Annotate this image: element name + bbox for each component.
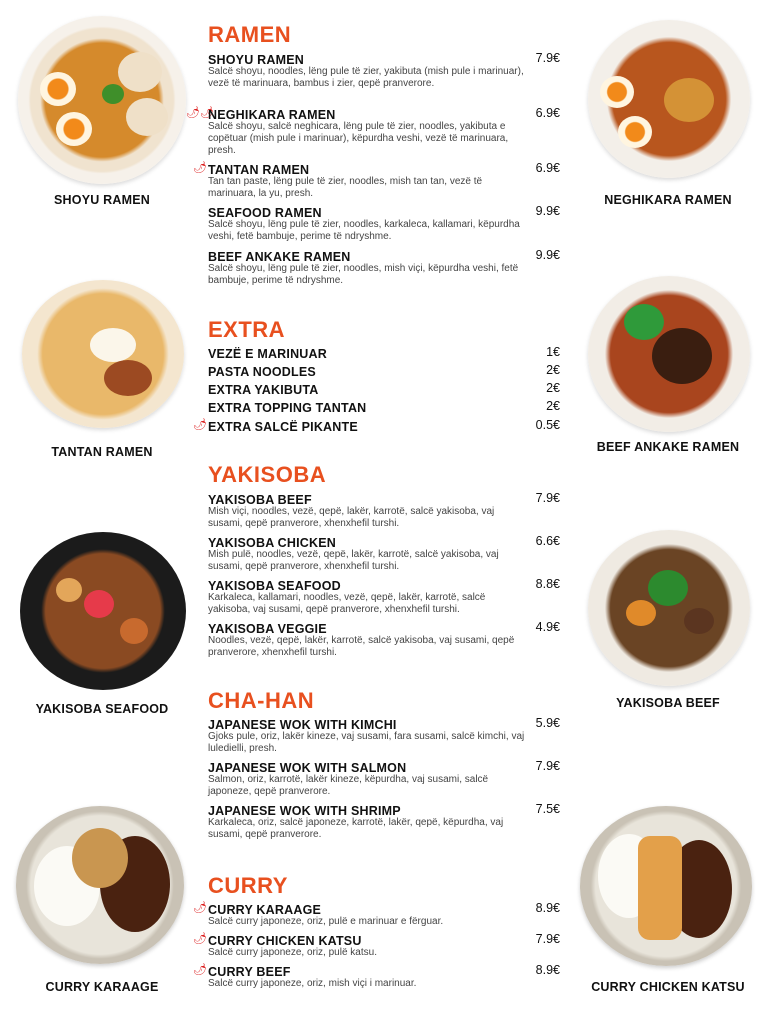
item-price: 6.9€ xyxy=(535,161,560,175)
item-description: Noodles, vezë, qepë, lakër, karrotë, salcë yakisoba, vaj susami, qepë pranverore, xhenxhefil turshi. xyxy=(208,635,515,658)
menu-item-yakisoba-chicken xyxy=(208,534,560,573)
item-description: Salmon, oriz, karrotë, lakër kineze, këpurdha, vaj susami, salcë japoneze, qepë pranverore. xyxy=(208,774,489,797)
menu-item-extra-yakibuta xyxy=(208,381,560,396)
item-description: Karkaleca, oriz, salcë japoneze, karrotë, lakër, qepë, këpurdha, vaj susami, qepë pranverore. xyxy=(208,817,504,840)
item-price: 6.9€ xyxy=(535,106,560,120)
beef-ankake-ramen-photo xyxy=(588,276,750,432)
item-name: CURRY CHICKEN KATSU xyxy=(208,934,362,948)
item-price: 7.9€ xyxy=(535,759,560,773)
chili-icon: 🌶🌶 xyxy=(186,107,214,119)
item-price: 2€ xyxy=(546,399,560,413)
item-description: Salcë curry japoneze, oriz, mish viçi i marinuar. xyxy=(208,978,417,989)
section-title-extra: EXTRA xyxy=(208,317,286,342)
item-name: CURRY BEEF xyxy=(208,965,291,979)
item-name: YAKISOBA BEEF xyxy=(208,493,312,507)
section-title-yakisoba: YAKISOBA xyxy=(208,462,327,487)
item-price: 7.5€ xyxy=(535,802,560,816)
photo-caption-curry-karaage: CURRY KARAAGE xyxy=(45,980,159,994)
item-description: Salcë shoyu, lëng pule të zier, noodles, karkaleca, kallamari, këpurdha veshi, fetë bambuje, perime të ndryshme. xyxy=(208,219,520,242)
menu-item-pasta-noodles xyxy=(208,363,560,378)
item-description: Salcë shoyu, noodles, lëng pule të zier, yakibuta (mish pule i marinuar), vezë të marinuara, bambus i zier, qepë pranverore. xyxy=(208,66,524,89)
item-price: 2€ xyxy=(546,363,560,377)
item-name: YAKISOBA SEAFOOD xyxy=(208,579,341,593)
item-name: EXTRA TOPPING TANTAN xyxy=(208,401,367,415)
item-name: EXTRA SALCË PIKANTE xyxy=(208,420,358,434)
photo-caption-neghikara: NEGHIKARA RAMEN xyxy=(604,193,732,207)
item-name: PASTA NOODLES xyxy=(208,365,316,379)
item-price: 8.9€ xyxy=(535,963,560,977)
menu-item-extra-topping-tantan xyxy=(208,399,560,414)
menu-item-wok-salmon xyxy=(208,759,560,798)
item-name: SEAFOOD RAMEN xyxy=(208,206,322,220)
shoyu-ramen-photo xyxy=(18,16,186,184)
item-price: 9.9€ xyxy=(535,248,560,262)
curry-chicken-katsu-photo xyxy=(580,806,752,966)
item-price: 7.9€ xyxy=(535,932,560,946)
photo-caption-curry-chicken-katsu: CURRY CHICKEN KATSU xyxy=(591,980,745,994)
chili-icon: 🌶 xyxy=(193,162,207,174)
item-name: BEEF ANKAKE RAMEN xyxy=(208,250,351,264)
photo-caption-yakisoba-beef: YAKISOBA BEEF xyxy=(616,696,720,710)
item-price: 9.9€ xyxy=(535,204,560,218)
menu-item-extra-salce-pikante xyxy=(193,418,560,434)
tantan-ramen-photo xyxy=(22,280,184,428)
item-price: 0.5€ xyxy=(535,418,560,432)
item-description: Salcë shoyu, salcë neghicara, lëng pule të zier, noodles, yakibuta e copëtuar (mish pule i marinuar), këpurdha veshi, vezë të marinuara, presh. xyxy=(208,121,509,156)
menu-item-curry-beef xyxy=(193,963,560,990)
item-description: Salcë shoyu, lëng pule të zier, noodles, mish viçi, këpurdha veshi, fetë bambuje, perime të ndryshme. xyxy=(208,263,519,286)
item-name: YAKISOBA CHICKEN xyxy=(208,536,336,550)
item-price: 8.9€ xyxy=(535,901,560,915)
yakisoba-beef-photo xyxy=(588,530,750,686)
menu-item-yakisoba-beef xyxy=(208,491,560,530)
item-price: 8.8€ xyxy=(535,577,560,591)
menu-item-curry-karaage xyxy=(193,901,560,928)
menu-item-neghikara-ramen xyxy=(186,106,560,157)
section-title-cha-han: CHA-HAN xyxy=(208,688,315,713)
item-name: EXTRA YAKIBUTA xyxy=(208,383,319,397)
menu-item-yakisoba-veggie xyxy=(208,620,560,659)
photo-caption-shoyu: SHOYU RAMEN xyxy=(54,193,150,207)
item-description: Mish pulë, noodles, vezë, qepë, lakër, karrotë, salcë yakisoba, vaj susami, qepë pranverore, xhenxhefil turshi. xyxy=(208,549,499,572)
section-title-ramen: RAMEN xyxy=(208,22,292,47)
menu-item-wok-kimchi xyxy=(208,716,560,755)
chili-icon: 🌶 xyxy=(193,964,207,976)
item-price: 1€ xyxy=(546,345,560,359)
item-description: Karkaleca, kallamari, noodles, vezë, qepë, lakër, karrotë, salcë yakisoba, vaj susami, qepë pranverore, xhenxhefil turshi. xyxy=(208,592,486,615)
item-name: JAPANESE WOK WITH SALMON xyxy=(208,761,407,775)
item-name: SHOYU RAMEN xyxy=(208,53,304,67)
menu-item-wok-shrimp xyxy=(208,802,560,841)
item-description: Salcë curry japoneze, oriz, pulë katsu. xyxy=(208,947,377,958)
item-price: 7.9€ xyxy=(535,491,560,505)
item-description: Tan tan paste, lëng pule të zier, noodles, mish tan tan, vezë të marinuara, la yu, presh. xyxy=(208,176,483,199)
chili-icon: 🌶 xyxy=(193,419,207,431)
chili-icon: 🌶 xyxy=(193,902,207,914)
item-price: 6.6€ xyxy=(535,534,560,548)
menu-item-curry-chicken-katsu xyxy=(193,932,560,959)
item-name: TANTAN RAMEN xyxy=(208,163,310,177)
photo-caption-yakisoba-seafood: YAKISOBA SEAFOOD xyxy=(35,702,169,716)
section-title-curry: CURRY xyxy=(208,873,288,898)
item-description: Mish viçi, noodles, vezë, qepë, lakër, karrotë, salcë yakisoba, vaj susami, qepë pranverore, xhenxhefil turshi. xyxy=(208,506,495,529)
menu-item-yakisoba-seafood xyxy=(208,577,560,616)
menu-item-beef-ankake-ramen xyxy=(208,248,560,287)
item-name: NEGHIKARA RAMEN xyxy=(208,108,336,122)
item-price: 4.9€ xyxy=(535,620,560,634)
item-price: 5.9€ xyxy=(535,716,560,730)
neghikara-ramen-photo xyxy=(588,20,750,178)
menu-item-shoyu-ramen xyxy=(208,51,560,90)
photo-caption-tantan: TANTAN RAMEN xyxy=(51,445,153,459)
item-name: VEZË E MARINUAR xyxy=(208,347,327,361)
item-price: 2€ xyxy=(546,381,560,395)
item-price: 7.9€ xyxy=(535,51,560,65)
curry-karaage-photo xyxy=(16,806,184,964)
photo-caption-beef-ankake: BEEF ANKAKE RAMEN xyxy=(596,440,740,454)
item-name: JAPANESE WOK WITH SHRIMP xyxy=(208,804,401,818)
item-description: Gjoks pule, oriz, lakër kineze, vaj susami, fara susami, salcë kimchi, vaj luledielli, presh. xyxy=(208,731,525,754)
item-name: JAPANESE WOK WITH KIMCHI xyxy=(208,718,397,732)
item-description: Salcë curry japoneze, oriz, pulë e marinuar e fërguar. xyxy=(208,916,444,927)
menu-item-veze-e-marinuar xyxy=(208,345,560,360)
chili-icon: 🌶 xyxy=(193,933,207,945)
menu-item-seafood-ramen xyxy=(208,204,560,243)
yakisoba-seafood-photo xyxy=(20,532,186,690)
menu-item-tantan-ramen xyxy=(193,161,560,200)
item-name: CURRY KARAAGE xyxy=(208,903,322,917)
item-name: YAKISOBA VEGGIE xyxy=(208,622,327,636)
